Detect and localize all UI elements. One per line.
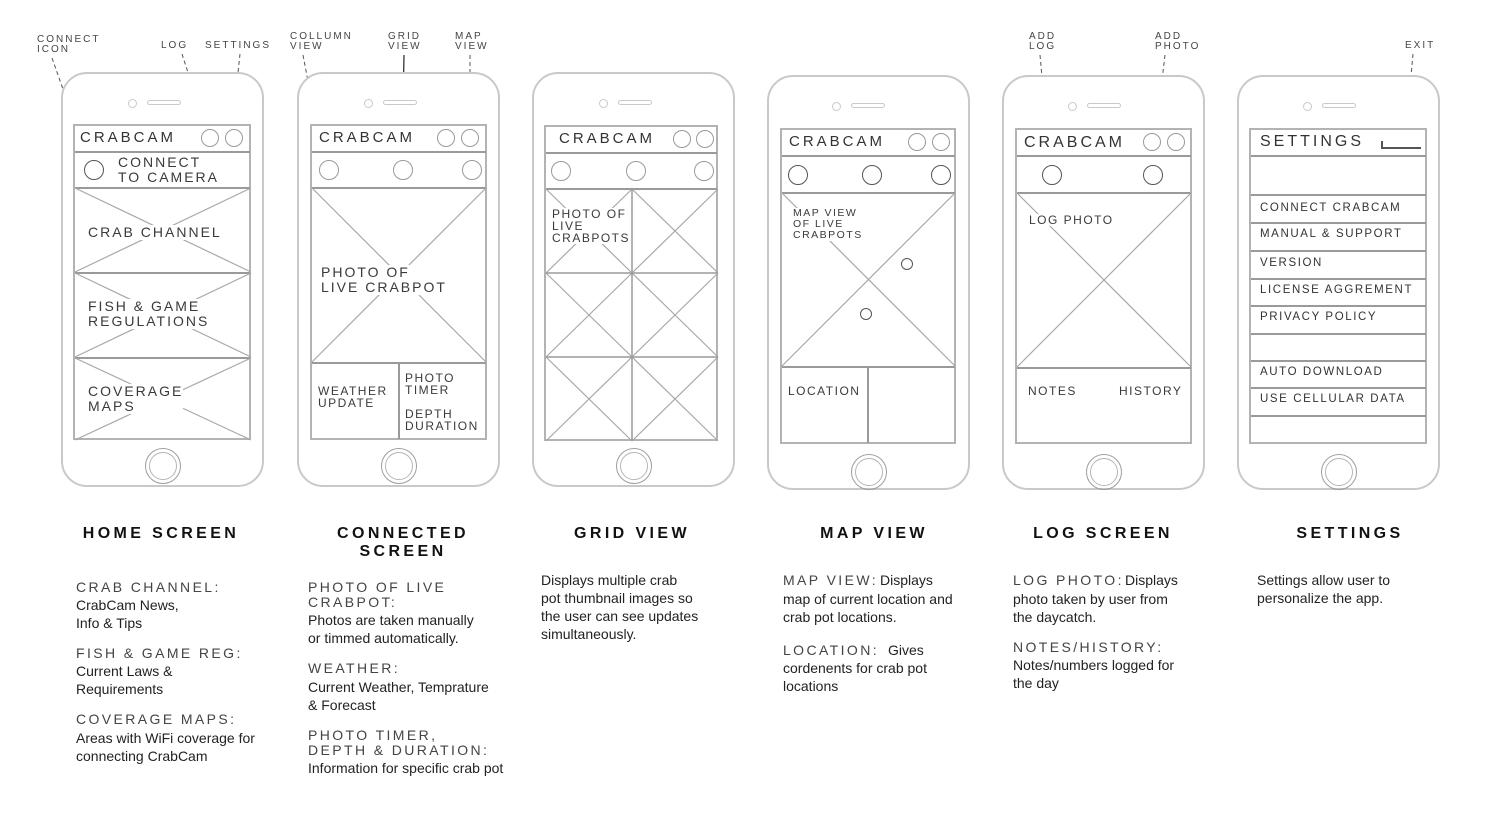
screen-home (73, 124, 251, 440)
settings-title: SETTINGS (1260, 133, 1365, 150)
grid-photo-thumbnail[interactable]: PHOTO OF LIVE CRABPOTS (552, 207, 631, 245)
desc-heading: MAP VIEW: (783, 572, 878, 588)
grid-view-icon[interactable] (862, 165, 882, 185)
front-camera (832, 102, 841, 111)
divider (1251, 155, 1426, 157)
desc-text: Displays multiple crab pot thumbnail images so the user can see updates simultaneously. (541, 572, 699, 642)
annotation-column-view: COLLUMN VIEW (290, 31, 353, 52)
fish-game-regulations-button[interactable]: FISH & GAME REGULATIONS (88, 298, 210, 329)
desc-text: cordenents for crab pot locations (783, 660, 927, 694)
map-view-icon[interactable] (931, 165, 951, 185)
desc-text: Settings allow user to personalize the app. (1257, 572, 1391, 606)
desc-heading: FISH & GAME REG: (76, 645, 243, 661)
desc-text: Current Weather, Temprature & Forecast (308, 679, 489, 713)
add-photo-icon[interactable] (1143, 165, 1163, 185)
home-button[interactable] (145, 448, 181, 484)
caption-map-view: MAP VIEW (820, 525, 928, 542)
speaker (851, 103, 885, 108)
column-view-icon[interactable] (319, 160, 339, 180)
screen-map (780, 128, 956, 444)
map-view-icon[interactable] (694, 161, 714, 181)
add-log-icon[interactable] (1042, 165, 1062, 185)
settings-icon[interactable] (461, 129, 479, 147)
map-view-icon[interactable] (462, 160, 482, 180)
menu-connect-crabcam[interactable]: CONNECT CRABCAM (1260, 202, 1402, 214)
speaker (1322, 103, 1356, 108)
desc-heading: WEATHER: (308, 660, 401, 676)
log-photo[interactable]: LOG PHOTO (1029, 213, 1114, 227)
column-view-icon[interactable] (551, 161, 571, 181)
desc-heading: LOG PHOTO: (1013, 572, 1124, 588)
photo-timer: PHOTO TIMER (405, 371, 455, 397)
history-button[interactable]: HISTORY (1119, 384, 1183, 398)
map-view-area[interactable]: MAP VIEW OF LIVE CRABPOTS (793, 207, 863, 241)
live-crabpot-photo[interactable]: PHOTO OF LIVE CRABPOT (321, 264, 447, 295)
log-icon[interactable] (201, 129, 219, 147)
menu-license-agreement[interactable]: LICENSE AGGREMENT (1260, 284, 1414, 296)
desc-text: Notes/numbers logged for the day (1013, 657, 1175, 691)
divider (782, 366, 955, 368)
desc-text: Information for specific crab pot (308, 760, 504, 776)
divider (1251, 333, 1426, 335)
log-icon[interactable] (1143, 133, 1161, 151)
front-camera (599, 99, 608, 108)
desc-heading: PHOTO OF LIVE CRABPOT: (308, 579, 447, 610)
desc-heading: PHOTO TIMER, DEPTH & DURATION: (308, 727, 490, 758)
divider (1251, 387, 1426, 389)
home-button[interactable] (616, 448, 652, 484)
log-icon[interactable] (437, 129, 455, 147)
connect-to-camera-button[interactable]: CONNECT TO CAMERA (118, 154, 219, 185)
caption-connected-screen: CONNECTED SCREEN (337, 525, 469, 560)
desc-text: Gives (888, 642, 924, 658)
desc-heading: LOCATION: (783, 642, 880, 658)
annotation-add-photo: ADD PHOTO (1155, 31, 1201, 52)
menu-use-cellular-data[interactable]: USE CELLULAR DATA (1260, 393, 1406, 405)
divider (398, 362, 400, 439)
divider (1251, 415, 1426, 417)
annotation-map-view: MAP VIEW (455, 31, 489, 52)
desc-text: Areas with WiFi coverage for connecting CrabCam (76, 730, 255, 764)
desc-text: Photos are taken manually or timmed automatically. (308, 612, 474, 646)
menu-privacy-policy[interactable]: PRIVACY POLICY (1260, 311, 1378, 323)
divider (1251, 194, 1426, 196)
crabpot-marker[interactable] (901, 258, 913, 270)
crabpot-marker[interactable] (860, 308, 872, 320)
depth-duration: DEPTH DURATION (405, 407, 479, 433)
settings-icon[interactable] (932, 133, 950, 151)
desc-text: photo taken by user from the daycatch. (1013, 591, 1168, 625)
divider (546, 152, 717, 154)
divider (1251, 222, 1426, 224)
annotation-grid-view: GRID VIEW (388, 31, 422, 52)
app-title: CRABCAM (319, 129, 416, 146)
divider (1017, 155, 1191, 157)
coverage-maps-button[interactable]: COVERAGE MAPS (88, 383, 184, 414)
location-panel: LOCATION (788, 384, 861, 398)
home-button[interactable] (1321, 454, 1357, 490)
screen-connected (310, 124, 487, 440)
settings-icon[interactable] (1167, 133, 1185, 151)
menu-manual-support[interactable]: MANUAL & SUPPORT (1260, 228, 1403, 240)
divider (867, 366, 869, 443)
exit-button[interactable] (1381, 147, 1421, 149)
divider (312, 151, 486, 153)
front-camera (128, 99, 137, 108)
divider (1017, 367, 1191, 369)
speaker (147, 100, 181, 105)
screen-log (1015, 128, 1192, 444)
settings-icon[interactable] (225, 129, 243, 147)
desc-heading: COVERAGE MAPS: (76, 711, 237, 727)
front-camera (1068, 102, 1077, 111)
grid-view-icon[interactable] (393, 160, 413, 180)
divider (1251, 305, 1426, 307)
annotation-exit: EXIT (1405, 40, 1436, 51)
desc-text: Current Laws & Requirements (76, 663, 173, 697)
caption-log-screen: LOG SCREEN (1033, 525, 1173, 542)
desc-text: map of current location and crab pot locations. (783, 591, 953, 625)
divider (1251, 250, 1426, 252)
home-button[interactable] (851, 454, 887, 490)
desc-text: CrabCam News, Info & Tips (76, 597, 179, 631)
weather-update: WEATHER UPDATE (318, 384, 388, 410)
settings-icon[interactable] (696, 130, 714, 148)
caption-settings: SETTINGS (1296, 525, 1404, 542)
desc-heading: NOTES/HISTORY: (1013, 639, 1164, 655)
app-title: CRABCAM (559, 130, 656, 147)
divider (782, 155, 955, 157)
app-title: CRABCAM (80, 129, 177, 146)
divider (1251, 278, 1426, 280)
app-title: CRABCAM (1024, 134, 1126, 151)
speaker (618, 100, 652, 105)
caption-grid-view: GRID VIEW (574, 525, 690, 542)
annotation-connect-icon: CONNECT ICON (37, 34, 101, 55)
menu-auto-download[interactable]: AUTO DOWNLOAD (1260, 366, 1384, 378)
log-icon[interactable] (908, 133, 926, 151)
divider (1251, 360, 1426, 362)
log-icon[interactable] (673, 130, 691, 148)
speaker (383, 100, 417, 105)
divider (75, 151, 250, 153)
menu-version[interactable]: VERSION (1260, 257, 1323, 269)
annotation-log: LOG (161, 40, 189, 51)
caption-home-screen: HOME SCREEN (82, 525, 240, 542)
notes-button[interactable]: NOTES (1028, 384, 1077, 398)
connect-icon[interactable] (84, 160, 104, 180)
annotation-settings: SETTINGS (205, 40, 272, 51)
front-camera (1303, 102, 1312, 111)
grid-view-icon[interactable] (626, 161, 646, 181)
home-button[interactable] (381, 448, 417, 484)
speaker (1087, 103, 1121, 108)
exit-button-tick (1381, 141, 1383, 148)
app-title: CRABCAM (789, 133, 886, 150)
screen-settings (1249, 128, 1427, 444)
desc-heading: CRAB CHANNEL: (76, 579, 221, 595)
annotation-add-log: ADD LOG (1029, 31, 1057, 52)
desc-text: Displays (880, 572, 933, 588)
desc-text: Displays (1125, 572, 1178, 588)
front-camera (364, 99, 373, 108)
screen-grid (544, 125, 718, 441)
crab-channel-button[interactable]: CRAB CHANNEL (88, 224, 222, 240)
column-view-icon[interactable] (788, 165, 808, 185)
home-button[interactable] (1086, 454, 1122, 490)
